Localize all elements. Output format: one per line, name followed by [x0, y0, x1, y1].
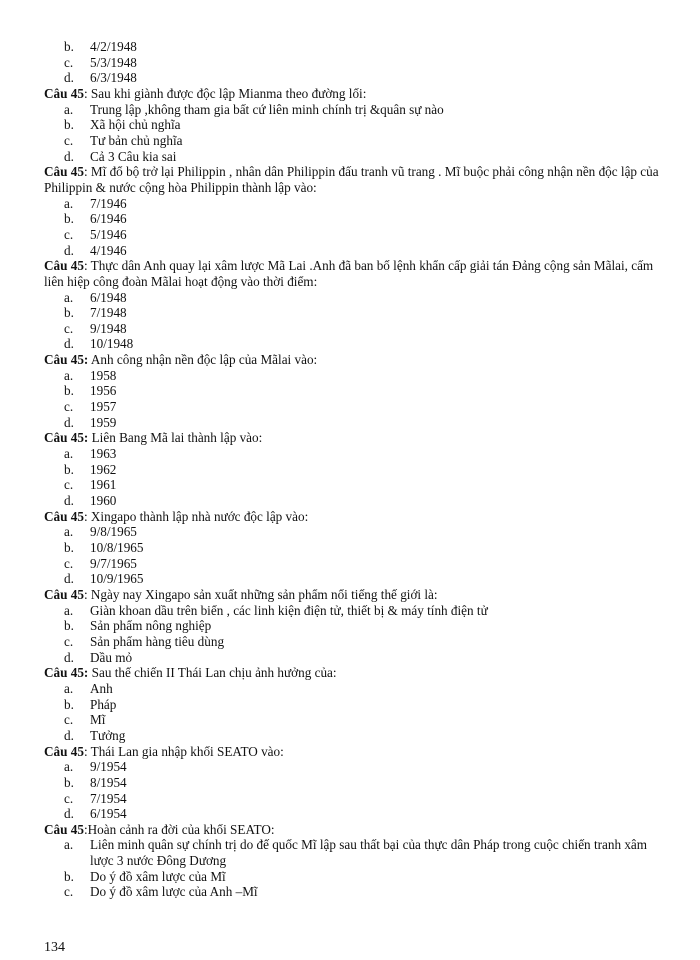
option-text: 1963	[90, 446, 117, 462]
option-letter: d.	[64, 727, 74, 743]
question-label: Câu 45:	[44, 665, 89, 681]
option-letter: a.	[64, 101, 74, 117]
question-text: : Sau khi giành được độc lập Mianma theo đường lối:	[83, 85, 367, 101]
question-text: : Ngày nay Xingapo sản xuất những sản phẩm nổi tiếng thế giới là:	[83, 586, 438, 602]
option-letter: b.	[64, 383, 74, 399]
option-text: Xã hội chủ nghĩa	[90, 117, 181, 133]
option-letter: d.	[64, 649, 74, 665]
answer-option	[44, 728, 664, 744]
answer-option	[44, 681, 664, 697]
answer-option	[44, 650, 664, 666]
question-label: Câu 45	[44, 508, 84, 524]
option-text: Do ý đồ xâm lược của Anh –Mĩ	[90, 884, 258, 900]
answer-option	[44, 712, 664, 728]
question-label: Câu 45:	[44, 430, 89, 446]
option-letter: d.	[64, 493, 74, 509]
question-label: Câu 45	[44, 821, 84, 837]
answer-option	[44, 775, 664, 791]
option-letter: a.	[64, 195, 74, 211]
answer-option	[44, 196, 664, 212]
option-letter: d.	[64, 414, 74, 430]
option-letter: c.	[64, 399, 74, 415]
question-block	[44, 430, 664, 508]
question-block	[44, 744, 664, 822]
question-text: :Hoàn cảnh ra đời của khối SEATO:	[83, 821, 275, 837]
option-letter: c.	[64, 712, 74, 728]
option-letter: a.	[64, 367, 74, 383]
answer-option	[44, 884, 664, 900]
option-letter: a.	[64, 680, 74, 696]
answer-option	[44, 556, 664, 572]
option-letter: d.	[64, 806, 74, 822]
option-text: 10/1948	[90, 336, 134, 352]
question-stem	[44, 587, 664, 603]
option-letter: b.	[64, 696, 74, 712]
answer-option	[44, 446, 664, 462]
option-letter: a.	[64, 446, 74, 462]
option-text: 6/1948	[90, 289, 127, 305]
answer-option	[44, 102, 664, 118]
option-letter: b.	[64, 868, 74, 884]
answer-option	[44, 290, 664, 306]
option-text: 7/1948	[90, 305, 127, 321]
answer-option	[44, 806, 664, 822]
question-stem	[44, 86, 664, 102]
option-text: 6/1946	[90, 211, 127, 227]
answer-option	[44, 305, 664, 321]
answer-option	[44, 117, 664, 133]
answer-option	[44, 571, 664, 587]
option-text: 9/8/1965	[90, 524, 137, 540]
option-text: 10/8/1965	[90, 540, 144, 555]
answer-option	[44, 133, 664, 149]
answer-option	[44, 837, 664, 868]
answer-option	[44, 55, 664, 71]
option-letter: c.	[64, 226, 74, 242]
option-letter: c.	[64, 633, 74, 649]
option-text: 9/1954	[90, 759, 127, 775]
answer-option	[44, 524, 664, 540]
answer-option	[44, 399, 664, 415]
option-letter: a.	[64, 524, 74, 540]
option-text: 5/1946	[90, 226, 127, 242]
option-text: 7/1946	[90, 195, 127, 211]
option-text: Do ý đồ xâm lược của Mĩ	[90, 868, 226, 884]
question-stem	[44, 665, 664, 681]
option-letter: b.	[64, 117, 74, 133]
option-text: 1962	[90, 461, 117, 477]
question-label: Câu 45	[44, 743, 84, 759]
question-label: Câu 45	[44, 85, 84, 101]
question-text: : Mĩ đổ bộ trở lại Philippin , nhân dân Philippin đấu tranh vũ trang . Mĩ buộc phải công nhận nền độc lập của Philippin & nước cộng hòa Philippin thành lập vào:	[44, 164, 659, 195]
option-letter: b.	[64, 211, 74, 227]
answer-option	[44, 383, 664, 399]
continued-options	[44, 39, 664, 86]
option-letter: b.	[64, 618, 74, 634]
option-text: Trung lập ,không tham gia bất cứ liên minh chính trị &quân sự nào	[90, 101, 444, 117]
option-text: 10/9/1965	[90, 571, 144, 587]
question-stem	[44, 509, 664, 525]
question-text: Sau thế chiến II Thái Lan chịu ảnh hưởng của:	[88, 665, 337, 681]
option-letter: d.	[64, 336, 74, 352]
option-text: 1960	[90, 493, 117, 509]
option-letter: b.	[64, 540, 74, 555]
option-letter: a.	[64, 759, 74, 775]
answer-option	[44, 493, 664, 509]
question-stem	[44, 430, 664, 446]
answer-option	[44, 697, 664, 713]
option-text: 9/7/1965	[90, 555, 137, 571]
question-label: Câu 45	[44, 258, 84, 274]
question-block	[44, 164, 664, 258]
question-text: : Xingapo thành lập nhà nước độc lập vào:	[83, 508, 309, 524]
option-letter: d.	[64, 242, 74, 258]
option-text: 1961	[90, 477, 117, 493]
option-text: 1956	[90, 383, 117, 399]
option-letter: c.	[64, 132, 74, 148]
question-list	[44, 39, 664, 900]
option-letter: d.	[64, 70, 74, 86]
question-block	[44, 587, 664, 665]
answer-option	[44, 462, 664, 478]
option-text: 8/1954	[90, 774, 127, 790]
option-letter: c.	[64, 54, 74, 70]
question-label: Câu 45	[44, 586, 84, 602]
option-letter: a.	[64, 602, 74, 618]
answer-option	[44, 603, 664, 619]
answer-option	[44, 415, 664, 431]
question-block	[44, 509, 664, 587]
question-block	[44, 352, 664, 430]
option-text: Dầu mỏ	[90, 649, 133, 665]
question-stem	[44, 744, 664, 760]
option-letter: c.	[64, 477, 74, 493]
option-text: Sản phẩm nông nghiệp	[90, 618, 212, 634]
question-block	[44, 822, 664, 900]
question-block	[44, 258, 664, 352]
option-letter: b.	[64, 305, 74, 321]
answer-option	[44, 336, 664, 352]
answer-option	[44, 368, 664, 384]
option-text: Mĩ	[90, 712, 106, 728]
option-letter: d.	[64, 571, 74, 587]
question-stem	[44, 164, 664, 195]
option-letter: a.	[64, 289, 74, 305]
option-letter: c.	[64, 790, 74, 806]
option-text: 1958	[90, 367, 117, 383]
question-stem	[44, 352, 664, 368]
option-text: 1959	[90, 414, 117, 430]
question-label: Câu 45:	[44, 352, 89, 368]
option-text: Tư bản chủ nghĩa	[90, 132, 183, 148]
answer-option	[44, 634, 664, 650]
question-stem	[44, 822, 664, 838]
option-text: Liên minh quân sự chính trị do đế quốc Mĩ lập sau thất bại của thực dân Pháp trong cuộc chiến tranh xâm lược 3 nước Đông Dương	[90, 837, 648, 869]
page-number: 134	[44, 940, 65, 955]
option-text: 5/3/1948	[90, 54, 137, 70]
answer-option	[44, 791, 664, 807]
option-text: 6/1954	[90, 806, 127, 822]
option-letter: c.	[64, 555, 74, 571]
question-block	[44, 665, 664, 743]
questions	[44, 86, 664, 900]
question-text: Anh công nhận nền độc lập của Mãlai vào:	[88, 352, 318, 368]
question-block	[44, 86, 664, 164]
option-letter: b.	[64, 39, 74, 54]
option-text: 7/1954	[90, 790, 127, 806]
answer-option	[44, 321, 664, 337]
question-text: : Thực dân Anh quay lại xâm lược Mã Lai .Anh đã ban bố lệnh khẩn cấp giải tán Đảng cộng sản Mãlai, cấm liên hiệp công đoàn Mãlai hoạt động vào thời điểm:	[44, 258, 654, 289]
option-letter: d.	[64, 148, 74, 164]
option-text: Anh	[90, 680, 113, 696]
answer-option	[44, 39, 664, 55]
option-letter: b.	[64, 774, 74, 790]
answer-option	[44, 70, 664, 86]
question-text: : Thái Lan gia nhập khối SEATO vào:	[83, 743, 284, 759]
question-text: Liên Bang Mã lai thành lập vào:	[88, 430, 263, 446]
answer-option	[44, 211, 664, 227]
option-text: Tưởng	[90, 727, 126, 743]
question-stem	[44, 258, 664, 289]
option-text: 4/1946	[90, 242, 127, 258]
option-letter: b.	[64, 461, 74, 477]
option-text: 9/1948	[90, 320, 127, 336]
option-text: Cả 3 Câu kia sai	[90, 148, 177, 164]
answer-option	[44, 477, 664, 493]
option-letter: c.	[64, 320, 74, 336]
option-letter: c.	[64, 884, 74, 900]
option-text: Giàn khoan dầu trên biển , các linh kiện điện tử, thiết bị & máy tính điện tử	[90, 602, 488, 618]
option-text: Sản phẩm hàng tiêu dùng	[90, 633, 225, 649]
answer-option	[44, 540, 664, 556]
answer-option	[44, 618, 664, 634]
option-text: 6/3/1948	[90, 70, 137, 86]
option-letter: a.	[64, 837, 74, 853]
answer-option	[44, 227, 664, 243]
option-text: Pháp	[90, 696, 117, 712]
answer-option	[44, 869, 664, 885]
answer-option	[44, 759, 664, 775]
answer-option	[44, 149, 664, 165]
answer-option	[44, 243, 664, 259]
option-text: 1957	[90, 399, 117, 415]
option-text: 4/2/1948	[90, 39, 137, 54]
question-label: Câu 45	[44, 164, 84, 180]
